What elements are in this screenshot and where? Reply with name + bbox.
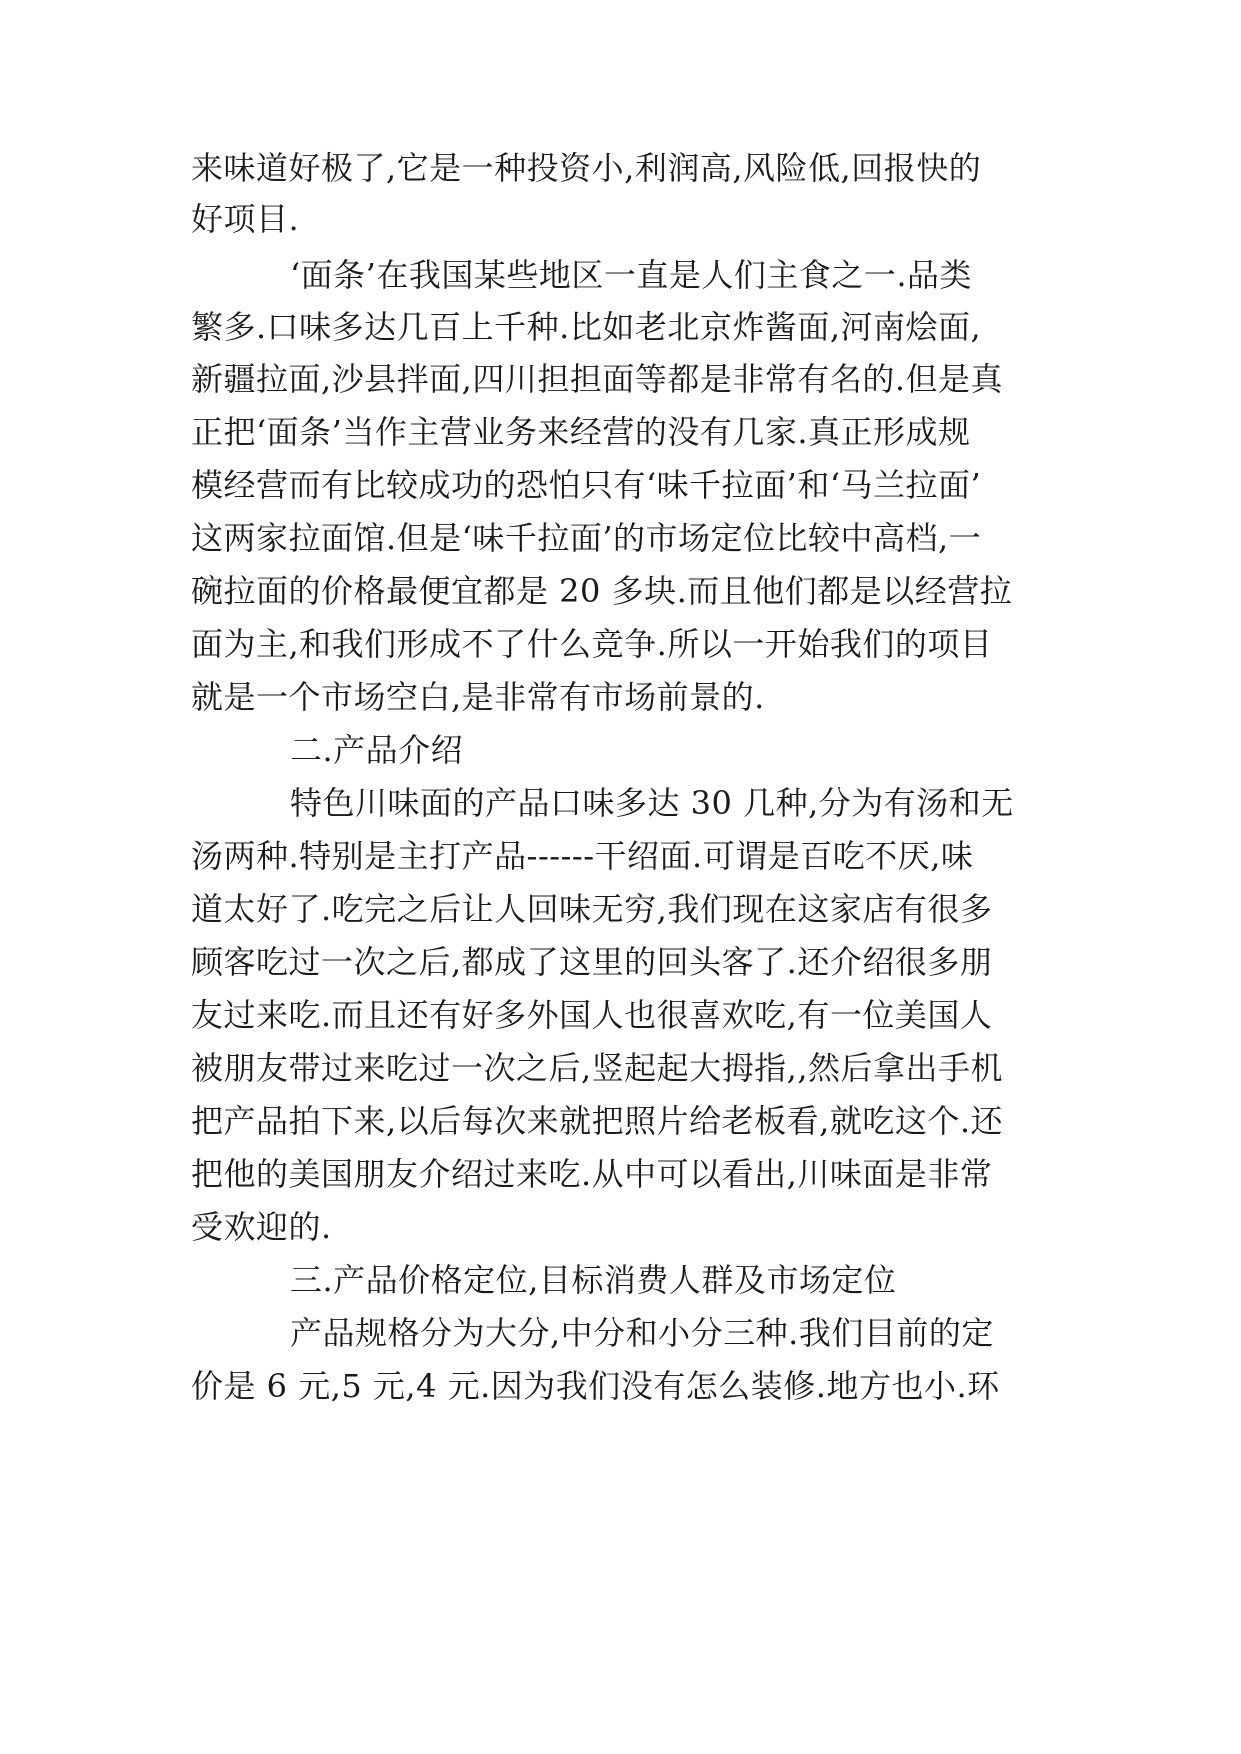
paragraph-line: 繁多.口味多达几百上千种.比如老北京炸酱面,河南烩面, [191,308,982,346]
paragraph-line: 就是一个市场空白,是非常有市场前景的. [191,678,765,716]
paragraph-line: 特色川味面的产品口味多达 30 几种,分为有汤和无 [290,784,1014,822]
paragraph-line: 产品规格分为大分,中分和小分三种.我们目前的定 [290,1314,994,1352]
paragraph-line: 被朋友带过来吃过一次之后,竖起起大拇指,,然后拿出手机 [191,1049,1004,1087]
paragraph-line: 把产品拍下来,以后每次来就把照片给老板看,就吃这个.还 [191,1102,1004,1140]
paragraph-line: 这两家拉面馆.但是‘味千拉面’的市场定位比较中高档,一 [191,519,982,557]
section-heading: 三.产品价格定位,目标消费人群及市场定位 [290,1261,897,1299]
paragraph-line: 汤两种.特别是主打产品------干绍面.可谓是百吃不厌,味 [191,837,974,875]
paragraph-line: 受欢迎的. [191,1208,332,1246]
paragraph-line: 来味道好极了,它是一种投资小,利润高,风险低,回报快的 [191,149,982,187]
paragraph-line: ‘面条’在我国某些地区一直是人们主食之一.品类 [290,256,973,294]
paragraph-line: 友过来吃.而且还有好多外国人也很喜欢吃,有一位美国人 [191,996,993,1034]
paragraph-line: 道太好了.吃完之后让人回味无穷,我们现在这家店有很多 [191,890,993,928]
section-heading: 二.产品介绍 [290,731,464,769]
paragraph-line: 碗拉面的价格最便宜都是 20 多块.而且他们都是以经营拉 [191,572,1013,610]
paragraph-line: 好项目. [191,200,300,238]
paragraph-line: 把他的美国朋友介绍过来吃.从中可以看出,川味面是非常 [191,1155,993,1193]
paragraph-line: 顾客吃过一次之后,都成了这里的回头客了.还介绍很多朋 [191,943,993,981]
paragraph-line: 正把‘面条’当作主营业务来经营的没有几家.真正形成规 [191,413,971,451]
paragraph-line: 模经营而有比较成功的恐怕只有‘味千拉面’和‘马兰拉面’ [191,466,982,504]
paragraph-line: 面为主,和我们形成不了什么竞争.所以一开始我们的项目 [191,625,993,663]
paragraph-line: 新疆拉面,沙县拌面,四川担担面等都是非常有名的.但是真 [191,360,1004,398]
paragraph-line: 价是 6 元,5 元,4 元.因为我们没有怎么装修.地方也小.环 [191,1367,1000,1405]
